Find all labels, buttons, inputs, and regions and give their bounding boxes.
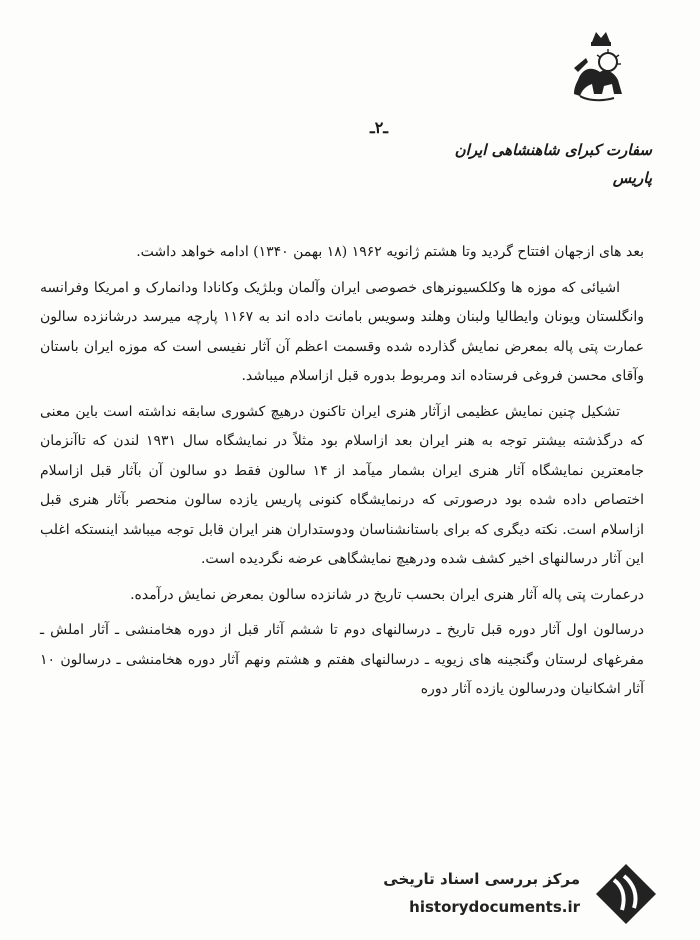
archive-logo-icon <box>592 860 660 928</box>
embassy-name: سفارت کبرای شاهنشاهی ایران <box>454 141 652 159</box>
embassy-city: پاریس <box>612 169 652 187</box>
letterhead <box>455 136 652 192</box>
watermark-footer <box>370 860 660 930</box>
watermark-brand: مرکز بررسی اسناد تاریخی <box>383 870 580 888</box>
lion-and-sun-emblem-icon <box>570 28 632 108</box>
paragraph-opening: بعد های ازجهان افتتاح گردید وتا هشتم ژانویه ۱۹۶۲ (۱۸ بهمن ۱۳۴۰) ادامه خواهد داشت. <box>136 244 644 260</box>
watermark-url: historydocuments.ir <box>409 898 580 916</box>
document-body <box>40 238 644 705</box>
paragraph-halls: درسالون اول آثار دوره قبل تاریخ ـ درسالنهای دوم تا ششم آثار قبل از دوره هخامنشی ـ آثار املش ـ مفرغهای لرستان وگنجینه های زیویه ـ درسالنهای هفتم و هشتم ونهم آثار دوره هخامنشی ـ درسالون ۱۰ آثار اشکانیان ودرسالون یازده آثار دوره <box>40 622 644 697</box>
paragraph-significance: تشکیل چنین نمایش عظیمی ازآثار هنری ایران تاکنون درهیچ کشوری سابقه نداشته است باین معنی که درگذشته بیشتر توجه به هنر ایران بعد ازاسلام بود مثلاً در نمایشگاه سال ۱۹۳۱ لندن که تاآنزمان جامعترین نمایشگاه آثار هنری ایران بشمار میآمد از ۱۴ سالون فقط دو سالون آن بآثار قبل ازاسلام اختصاص داده شده بود درصورتی که درنمایشگاه کنونی پاریس یازده سالون منحصر بآثار هنری قبل ازاسلام است. نکته دیگری که برای باستانشناسان ودوستداران هنر ایران قابل توجه میباشد اینستکه اغلب این آثار درسالنهای اخیر کشف شده ودرهیچ نمایشگاهی عرضه نگردیده است. <box>40 403 645 567</box>
paragraph-lenders: اشیائی که موزه ها وکلکسیونرهای خصوصی ایران وآلمان وبلژیک وکانادا ودانمارک و امریکا وفرانسه وانگلستان ویونان وایطالیا ولبنان وهلند وسویس بامانت داده اند به ۱۱۶۷ پارچه میرسد درشانزده سالون عمارت پتی پاله بمعرض نمایش گذارده شده وقسمت اعظم آن آثار نفیسی است که موزه ایران باستان وآقای محسن فروغی فرستاده اند ومربوط بدوره قبل ازاسلام میباشد. <box>40 279 644 384</box>
page-number: ـ۲ـ <box>370 118 388 137</box>
paragraph-arrangement: درعمارت پتی پاله آثار هنری ایران بحسب تاریخ در شانزده سالون بمعرض نمایش درآمده. <box>130 586 644 603</box>
